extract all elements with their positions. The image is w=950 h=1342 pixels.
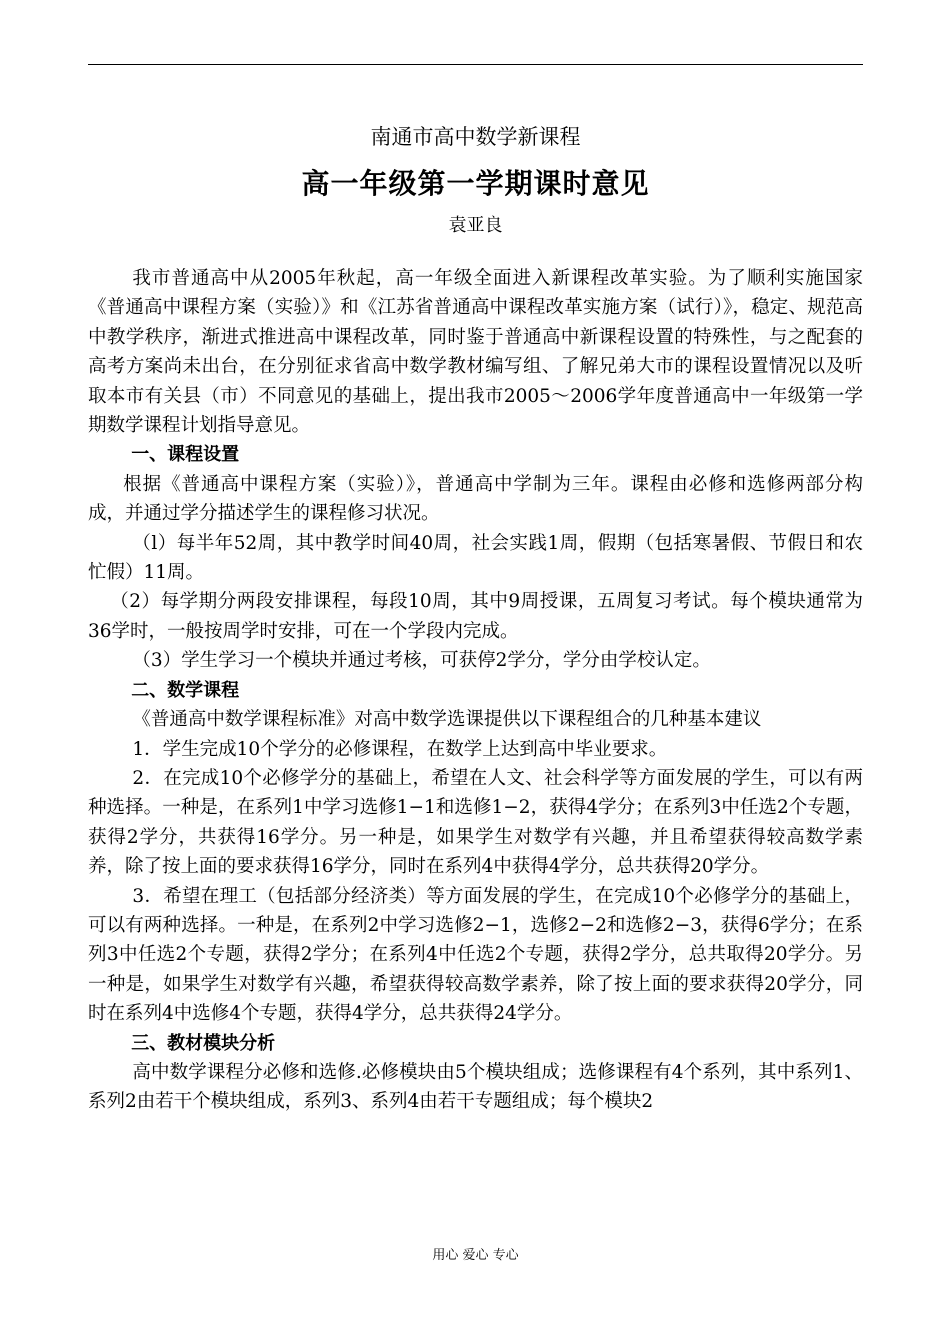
paragraph: 1．学生完成10个学分的必修课程，在数学上达到高中毕业要求。 — [132, 738, 668, 760]
document-subtitle: 南通市高中数学新课程 — [370, 125, 581, 149]
paragraph: 根据《普通高中课程方案（实验）》，普通高中学制为三年。课程由必修和选修两部分构成，并通过学分描述学生的课程修习状况。 — [88, 473, 863, 525]
paragraph: （3）学生学习一个模块并通过考核，可获停2学分，学分由学校认定。 — [132, 650, 711, 672]
header-rule — [88, 64, 863, 65]
section-heading-course-setup: 一、课程设置 — [131, 444, 240, 466]
paragraph: 2．在完成10个必修学分的基础上，希望在人文、社会科学等方面发展的学生，可以有两种选择。一种是，在系列1中学习选修1−1和选修1−2，获得4学分；在系列3中任选2个专题，获得2学分，共获得16学分。另一种是，如果学生对数学有兴趣，并且希望获得较高数学素养，除了按上面的要求获得16学分，同时在系列4中获得4学分，总共获得20学分。 — [88, 767, 863, 878]
paragraph: 高中数学课程分必修和选修.必修模块由5个模块组成；选修课程有4个系列，其中系列1、系列2由若干个模块组成，系列3、系列4由若干专题组成；每个模块2 — [88, 1061, 863, 1113]
paragraph: 《普通高中数学课程标准》对高中数学选课提供以下课程组合的几种基本建议 — [132, 709, 762, 731]
section-heading-math-course: 二、数学课程 — [131, 679, 240, 701]
paragraph: （l）每半年52周，其中教学时间40周，社会实践1周，假期（包括寒暑假、节假日和农忙假）11周。 — [88, 532, 863, 584]
document-body — [88, 264, 863, 1117]
paragraph: 3．希望在理工（包括部分经济类）等方面发展的学生，在完成10个必修学分的基础上，可以有两种选择。一种是，在系列2中学习选修2−1，选修2−2和选修2−3，获得6学分；在系列3中任选2个专题，获得2学分；在系列4中任选2个专题，获得2学分，总共取得20学分。另一种是，如果学生对数学有兴趣，希望获得较高数学素养，除了按上面的要求获得20学分，同时在系列4中选修4个专题，获得4学分，总共获得24学分。 — [88, 885, 863, 1025]
document-author: 袁亚良 — [448, 215, 503, 236]
document-title: 高一年级第一学期课时意见 — [301, 167, 650, 200]
intro-paragraph: 我市普通高中从2005年秋起，高一年级全面进入新课程改革实验。为了顺利实施国家《普通高中课程方案（实验）》和《江苏省普通高中课程改革实施方案（试行）》，稳定、规范高中教学秩序，渐进式推进高中课程改革，同时鉴于普通高中新课程设置的特殊性，与之配套的高考方案尚未出台，在分别征求省高中数学教材编写组、了解兄弟大市的课程设置情况以及听取本市有关县（市）不同意见的基础上，提出我市2005～2006学年度普通高中一年级第一学期数学课程计划指导意见。 — [88, 268, 863, 437]
section-heading-module-analysis: 三、教材模块分析 — [131, 1032, 276, 1054]
paragraph: （2）每学期分两段安排课程，每段10周，其中9周授课，五周复习考试。每个模块通常为36学时，一般按周学时安排，可在一个学段内完成。 — [88, 591, 863, 642]
page-footer: 用心 爱心 专心 — [432, 1248, 519, 1263]
